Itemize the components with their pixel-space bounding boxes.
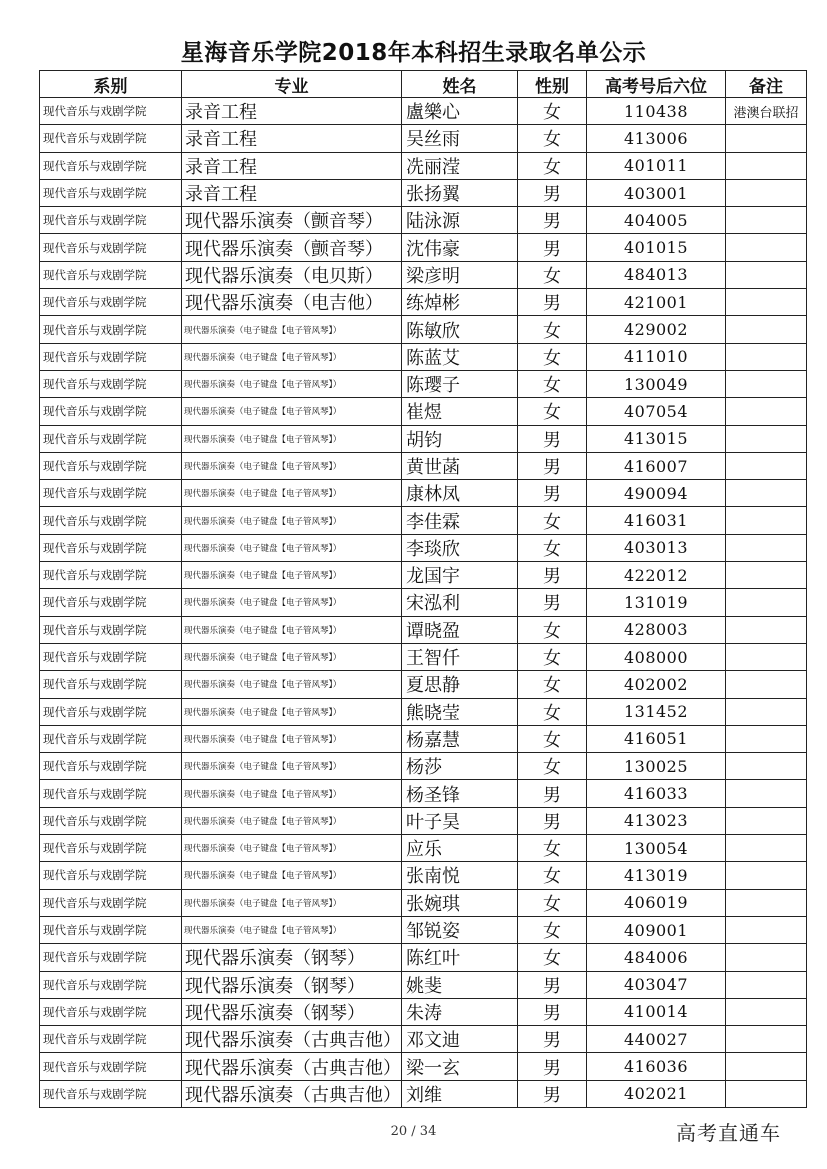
cell-note (726, 725, 807, 752)
table-row (40, 589, 807, 616)
cell-exam-number: 401011 (587, 152, 726, 179)
cell-note (726, 398, 807, 425)
cell-note (726, 125, 807, 152)
cell-name: 陈蓝艾 (402, 343, 518, 370)
cell-dept: 现代音乐与戏剧学院 (40, 343, 182, 370)
cell-dept: 现代音乐与戏剧学院 (40, 152, 182, 179)
cell-dept: 现代音乐与戏剧学院 (40, 807, 182, 834)
cell-gender: 男 (518, 452, 587, 479)
cell-name: 张南悦 (402, 862, 518, 889)
cell-gender: 女 (518, 698, 587, 725)
table-row (40, 671, 807, 698)
cell-gender: 女 (518, 671, 587, 698)
cell-gender: 女 (518, 316, 587, 343)
cell-dept: 现代音乐与戏剧学院 (40, 835, 182, 862)
cell-note (726, 507, 807, 534)
col-header-exam-number: 高考号后六位 (587, 71, 726, 98)
cell-major: 现代器乐演奏（钢琴） (182, 971, 402, 998)
cell-name: 张扬翼 (402, 179, 518, 206)
cell-dept: 现代音乐与戏剧学院 (40, 316, 182, 343)
cell-major: 录音工程 (182, 98, 402, 125)
cell-dept: 现代音乐与戏剧学院 (40, 1026, 182, 1053)
cell-name: 邓文迪 (402, 1026, 518, 1053)
cell-dept: 现代音乐与戏剧学院 (40, 1053, 182, 1080)
cell-name: 王智仟 (402, 643, 518, 670)
cell-major: 录音工程 (182, 125, 402, 152)
cell-note (726, 889, 807, 916)
cell-exam-number: 410014 (587, 998, 726, 1025)
cell-major: 现代器乐演奏（电子键盘【电子管风琴】） (182, 343, 402, 370)
table-row (40, 152, 807, 179)
table-row (40, 425, 807, 452)
cell-note (726, 452, 807, 479)
cell-gender: 女 (518, 534, 587, 561)
cell-name: 张婉琪 (402, 889, 518, 916)
cell-name: 李琰欣 (402, 534, 518, 561)
cell-name: 杨圣锋 (402, 780, 518, 807)
cell-major: 现代器乐演奏（颤音琴） (182, 234, 402, 261)
page-indicator: 20 / 34 (390, 1124, 437, 1139)
cell-dept: 现代音乐与戏剧学院 (40, 261, 182, 288)
cell-gender: 男 (518, 998, 587, 1025)
cell-dept: 现代音乐与戏剧学院 (40, 562, 182, 589)
cell-dept: 现代音乐与戏剧学院 (40, 179, 182, 206)
cell-major: 现代器乐演奏（电子键盘【电子管风琴】） (182, 507, 402, 534)
cell-exam-number: 490094 (587, 480, 726, 507)
table-header-row (40, 71, 807, 98)
cell-note (726, 316, 807, 343)
cell-gender: 女 (518, 398, 587, 425)
cell-gender: 女 (518, 643, 587, 670)
cell-dept: 现代音乐与戏剧学院 (40, 480, 182, 507)
cell-note (726, 261, 807, 288)
cell-name: 熊晓莹 (402, 698, 518, 725)
cell-exam-number: 416036 (587, 1053, 726, 1080)
table-row (40, 616, 807, 643)
table-row (40, 261, 807, 288)
col-header-dept: 系别 (40, 71, 182, 98)
cell-major: 现代器乐演奏（电子键盘【电子管风琴】） (182, 807, 402, 834)
cell-exam-number: 402021 (587, 1080, 726, 1107)
col-header-name: 姓名 (402, 71, 518, 98)
cell-exam-number: 422012 (587, 562, 726, 589)
table-row (40, 289, 807, 316)
cell-note (726, 425, 807, 452)
cell-exam-number: 404005 (587, 207, 726, 234)
table-row (40, 507, 807, 534)
cell-exam-number: 409001 (587, 916, 726, 943)
cell-gender: 男 (518, 425, 587, 452)
cell-major: 现代器乐演奏（电子键盘【电子管风琴】） (182, 698, 402, 725)
col-header-note: 备注 (726, 71, 807, 98)
cell-note (726, 1080, 807, 1107)
cell-dept: 现代音乐与戏剧学院 (40, 944, 182, 971)
cell-major: 现代器乐演奏（钢琴） (182, 944, 402, 971)
cell-name: 黄世菡 (402, 452, 518, 479)
cell-major: 现代器乐演奏（电子键盘【电子管风琴】） (182, 780, 402, 807)
cell-gender: 男 (518, 1080, 587, 1107)
cell-name: 夏思静 (402, 671, 518, 698)
table-row (40, 207, 807, 234)
cell-note (726, 643, 807, 670)
cell-note (726, 1026, 807, 1053)
cell-major: 现代器乐演奏（电子键盘【电子管风琴】） (182, 671, 402, 698)
cell-exam-number: 416031 (587, 507, 726, 534)
cell-dept: 现代音乐与戏剧学院 (40, 862, 182, 889)
cell-major: 现代器乐演奏（电子键盘【电子管风琴】） (182, 725, 402, 752)
cell-note (726, 616, 807, 643)
cell-dept: 现代音乐与戏剧学院 (40, 971, 182, 998)
cell-exam-number: 413015 (587, 425, 726, 452)
cell-dept: 现代音乐与戏剧学院 (40, 398, 182, 425)
table-row (40, 562, 807, 589)
table-row (40, 316, 807, 343)
table-row (40, 971, 807, 998)
cell-gender: 男 (518, 234, 587, 261)
cell-gender: 女 (518, 98, 587, 125)
cell-dept: 现代音乐与戏剧学院 (40, 725, 182, 752)
table-row (40, 835, 807, 862)
table-row (40, 1026, 807, 1053)
cell-exam-number: 130025 (587, 753, 726, 780)
cell-note (726, 562, 807, 589)
cell-note (726, 780, 807, 807)
cell-note (726, 480, 807, 507)
cell-exam-number: 130054 (587, 835, 726, 862)
cell-dept: 现代音乐与戏剧学院 (40, 916, 182, 943)
cell-dept: 现代音乐与戏剧学院 (40, 671, 182, 698)
cell-exam-number: 131019 (587, 589, 726, 616)
cell-name: 宋泓利 (402, 589, 518, 616)
cell-dept: 现代音乐与戏剧学院 (40, 289, 182, 316)
cell-exam-number: 406019 (587, 889, 726, 916)
cell-dept: 现代音乐与戏剧学院 (40, 507, 182, 534)
cell-exam-number: 411010 (587, 343, 726, 370)
cell-major: 录音工程 (182, 152, 402, 179)
cell-major: 录音工程 (182, 179, 402, 206)
table-row (40, 998, 807, 1025)
cell-name: 朱涛 (402, 998, 518, 1025)
cell-gender: 女 (518, 125, 587, 152)
cell-exam-number: 401015 (587, 234, 726, 261)
cell-major: 现代器乐演奏（电子键盘【电子管风琴】） (182, 862, 402, 889)
cell-name: 应乐 (402, 835, 518, 862)
cell-gender: 女 (518, 261, 587, 288)
cell-note (726, 207, 807, 234)
table-row (40, 179, 807, 206)
page-title: 星海音乐学院2018年本科招生录取名单公示 (180, 40, 647, 66)
cell-name: 陈璎子 (402, 370, 518, 397)
cell-major: 现代器乐演奏（电子键盘【电子管风琴】） (182, 616, 402, 643)
table-row (40, 1080, 807, 1107)
cell-gender: 女 (518, 507, 587, 534)
cell-exam-number: 429002 (587, 316, 726, 343)
cell-major: 现代器乐演奏（颤音琴） (182, 207, 402, 234)
cell-exam-number: 408000 (587, 643, 726, 670)
cell-exam-number: 440027 (587, 1026, 726, 1053)
cell-name: 康林凤 (402, 480, 518, 507)
table-row (40, 753, 807, 780)
cell-exam-number: 413006 (587, 125, 726, 152)
cell-gender: 女 (518, 725, 587, 752)
cell-note (726, 698, 807, 725)
table-row (40, 234, 807, 261)
cell-name: 叶子昊 (402, 807, 518, 834)
cell-dept: 现代音乐与戏剧学院 (40, 98, 182, 125)
cell-note (726, 370, 807, 397)
table-row (40, 534, 807, 561)
cell-dept: 现代音乐与戏剧学院 (40, 534, 182, 561)
cell-major: 现代器乐演奏（电子键盘【电子管风琴】） (182, 398, 402, 425)
cell-major: 现代器乐演奏（古典吉他） (182, 1053, 402, 1080)
cell-name: 沈伟豪 (402, 234, 518, 261)
cell-note (726, 671, 807, 698)
table-row (40, 780, 807, 807)
cell-gender: 女 (518, 835, 587, 862)
cell-major: 现代器乐演奏（古典吉他） (182, 1026, 402, 1053)
cell-dept: 现代音乐与戏剧学院 (40, 780, 182, 807)
cell-exam-number: 110438 (587, 98, 726, 125)
cell-exam-number: 130049 (587, 370, 726, 397)
cell-note (726, 835, 807, 862)
cell-name: 龙国宇 (402, 562, 518, 589)
cell-name: 陈敏欣 (402, 316, 518, 343)
cell-exam-number: 416007 (587, 452, 726, 479)
table-row (40, 98, 807, 125)
cell-major: 现代器乐演奏（电子键盘【电子管风琴】） (182, 916, 402, 943)
cell-name: 刘维 (402, 1080, 518, 1107)
cell-major: 现代器乐演奏（电子键盘【电子管风琴】） (182, 425, 402, 452)
cell-major: 现代器乐演奏（电子键盘【电子管风琴】） (182, 643, 402, 670)
cell-dept: 现代音乐与戏剧学院 (40, 698, 182, 725)
table-row (40, 398, 807, 425)
cell-gender: 男 (518, 179, 587, 206)
cell-major: 现代器乐演奏（电子键盘【电子管风琴】） (182, 889, 402, 916)
cell-note (726, 807, 807, 834)
cell-gender: 男 (518, 971, 587, 998)
table-row (40, 916, 807, 943)
table-row (40, 1053, 807, 1080)
cell-exam-number: 403013 (587, 534, 726, 561)
cell-note (726, 152, 807, 179)
cell-name: 谭晓盈 (402, 616, 518, 643)
cell-gender: 女 (518, 862, 587, 889)
table-row (40, 698, 807, 725)
cell-gender: 女 (518, 753, 587, 780)
cell-name: 邹锐姿 (402, 916, 518, 943)
cell-name: 盧樂心 (402, 98, 518, 125)
cell-gender: 女 (518, 343, 587, 370)
cell-gender: 男 (518, 289, 587, 316)
cell-exam-number: 403047 (587, 971, 726, 998)
table-row (40, 125, 807, 152)
cell-exam-number: 403001 (587, 179, 726, 206)
cell-major: 现代器乐演奏（电贝斯） (182, 261, 402, 288)
cell-dept: 现代音乐与戏剧学院 (40, 616, 182, 643)
table-row (40, 452, 807, 479)
cell-name: 冼丽滢 (402, 152, 518, 179)
col-header-major: 专业 (182, 71, 402, 98)
cell-gender: 女 (518, 944, 587, 971)
cell-name: 吴丝雨 (402, 125, 518, 152)
table-row (40, 343, 807, 370)
table-row (40, 725, 807, 752)
cell-gender: 女 (518, 616, 587, 643)
cell-major: 现代器乐演奏（电子键盘【电子管风琴】） (182, 589, 402, 616)
cell-note (726, 179, 807, 206)
cell-note (726, 343, 807, 370)
cell-major: 现代器乐演奏（电子键盘【电子管风琴】） (182, 370, 402, 397)
cell-name: 杨莎 (402, 753, 518, 780)
cell-note (726, 534, 807, 561)
cell-note (726, 234, 807, 261)
cell-note (726, 971, 807, 998)
cell-major: 现代器乐演奏（电子键盘【电子管风琴】） (182, 835, 402, 862)
cell-major: 现代器乐演奏（电吉他） (182, 289, 402, 316)
cell-gender: 男 (518, 207, 587, 234)
cell-gender: 男 (518, 562, 587, 589)
cell-exam-number: 484013 (587, 261, 726, 288)
cell-gender: 女 (518, 916, 587, 943)
cell-note (726, 916, 807, 943)
cell-exam-number: 413019 (587, 862, 726, 889)
cell-note (726, 589, 807, 616)
cell-gender: 女 (518, 889, 587, 916)
cell-major: 现代器乐演奏（电子键盘【电子管风琴】） (182, 753, 402, 780)
table-row (40, 889, 807, 916)
cell-major: 现代器乐演奏（钢琴） (182, 998, 402, 1025)
cell-dept: 现代音乐与戏剧学院 (40, 425, 182, 452)
cell-dept: 现代音乐与戏剧学院 (40, 753, 182, 780)
cell-gender: 男 (518, 589, 587, 616)
table-row (40, 480, 807, 507)
cell-exam-number: 402002 (587, 671, 726, 698)
table-row (40, 643, 807, 670)
cell-note (726, 998, 807, 1025)
cell-note (726, 1053, 807, 1080)
cell-exam-number: 421001 (587, 289, 726, 316)
table-row (40, 370, 807, 397)
cell-dept: 现代音乐与戏剧学院 (40, 889, 182, 916)
cell-exam-number: 131452 (587, 698, 726, 725)
table-row (40, 944, 807, 971)
cell-exam-number: 428003 (587, 616, 726, 643)
cell-note (726, 289, 807, 316)
cell-note (726, 944, 807, 971)
cell-dept: 现代音乐与戏剧学院 (40, 589, 182, 616)
cell-gender: 男 (518, 480, 587, 507)
cell-major: 现代器乐演奏（电子键盘【电子管风琴】） (182, 534, 402, 561)
cell-dept: 现代音乐与戏剧学院 (40, 234, 182, 261)
cell-dept: 现代音乐与戏剧学院 (40, 125, 182, 152)
cell-gender: 男 (518, 1053, 587, 1080)
cell-major: 现代器乐演奏（古典吉他） (182, 1080, 402, 1107)
cell-gender: 女 (518, 152, 587, 179)
cell-dept: 现代音乐与戏剧学院 (40, 643, 182, 670)
cell-dept: 现代音乐与戏剧学院 (40, 370, 182, 397)
cell-major: 现代器乐演奏（电子键盘【电子管风琴】） (182, 452, 402, 479)
cell-name: 胡钧 (402, 425, 518, 452)
cell-dept: 现代音乐与戏剧学院 (40, 1080, 182, 1107)
cell-name: 陈红叶 (402, 944, 518, 971)
admission-table (39, 70, 807, 1108)
cell-major: 现代器乐演奏（电子键盘【电子管风琴】） (182, 480, 402, 507)
cell-name: 姚斐 (402, 971, 518, 998)
cell-exam-number: 484006 (587, 944, 726, 971)
cell-gender: 男 (518, 780, 587, 807)
table-row (40, 862, 807, 889)
table-row (40, 807, 807, 834)
cell-note (726, 753, 807, 780)
cell-gender: 女 (518, 370, 587, 397)
cell-exam-number: 413023 (587, 807, 726, 834)
cell-exam-number: 407054 (587, 398, 726, 425)
cell-dept: 现代音乐与戏剧学院 (40, 452, 182, 479)
watermark: 高考直通车 (676, 1121, 781, 1145)
cell-note: 港澳台联招 (726, 98, 807, 125)
cell-name: 梁彦明 (402, 261, 518, 288)
cell-gender: 男 (518, 1026, 587, 1053)
cell-gender: 男 (518, 807, 587, 834)
cell-name: 练焯彬 (402, 289, 518, 316)
col-header-gender: 性别 (518, 71, 587, 98)
cell-dept: 现代音乐与戏剧学院 (40, 207, 182, 234)
cell-note (726, 862, 807, 889)
cell-exam-number: 416033 (587, 780, 726, 807)
cell-name: 李佳霖 (402, 507, 518, 534)
cell-name: 崔煜 (402, 398, 518, 425)
cell-name: 梁一玄 (402, 1053, 518, 1080)
cell-name: 陆泳源 (402, 207, 518, 234)
cell-dept: 现代音乐与戏剧学院 (40, 998, 182, 1025)
cell-exam-number: 416051 (587, 725, 726, 752)
cell-name: 杨嘉慧 (402, 725, 518, 752)
cell-major: 现代器乐演奏（电子键盘【电子管风琴】） (182, 562, 402, 589)
cell-major: 现代器乐演奏（电子键盘【电子管风琴】） (182, 316, 402, 343)
